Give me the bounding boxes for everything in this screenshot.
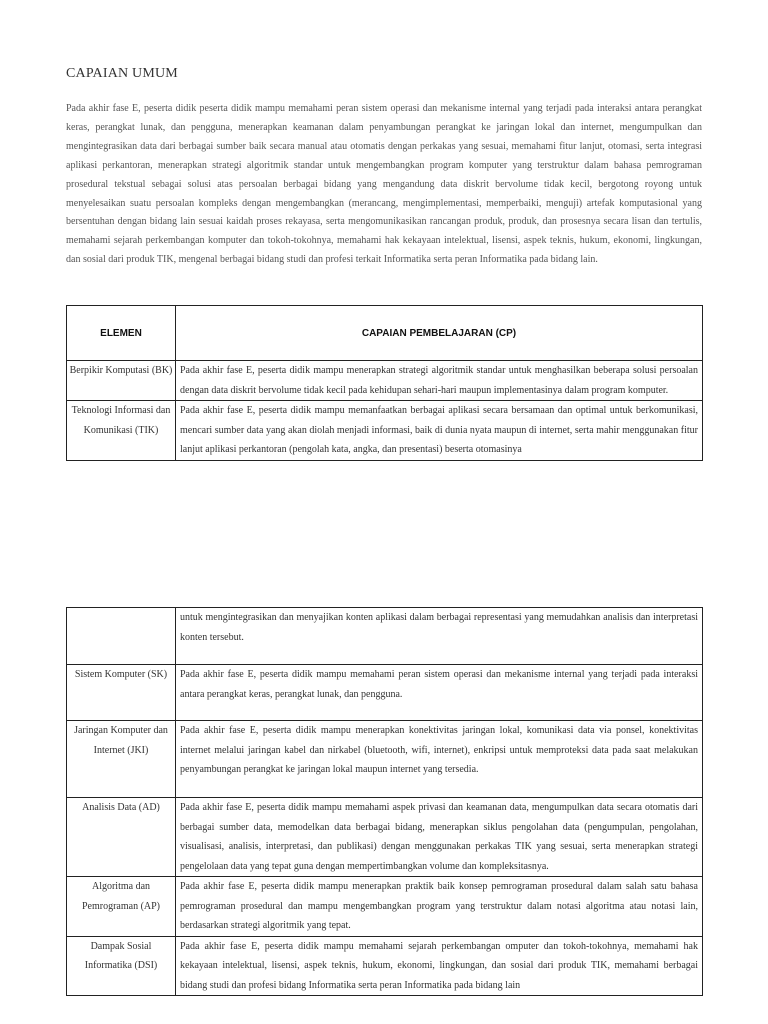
cp-table-page-2	[66, 607, 703, 996]
intro-paragraph: Pada akhir fase E, peserta didik peserta didik mampu memahami peran sistem operasi dan mekanisme internal yang terjadi pada interaksi antara perangkat keras, perangkat lunak, dan pengguna, menerapkan keamanan dalam penyambungan perangkat ke jaringan lokal dan internet, mengumpulkan dan mengintegrasikan data dari berbagai sumber baik secara manual atau otomatis dengan perkakas yang sesuai, memahami fitur lanjut, otomasi, serta integrasi aplikasi perkantoran, menerapkan strategi algoritmik standar untuk mengembangkan program komputer yang terstruktur dalam bahasa pemrograman prosedural tekstual sebagai solusi atas persoalan berbagai bidang yang mengandung data diskrit bervolume tidak kecil, bergotong royong untuk menyelesaikan suatu persoalan kompleks dengan mengembangkan (merancang, mengimplementasi, memperbaiki, menguji) artefak komputasional yang bersentuhan dengan bidang lain sesuai kaidah proses rekayasa, serta mengomunikasikan rancangan produk, produk, dan prosesnya secara lisan dan tertulis, memahami sejarah perkembangan komputer dan tokoh-tokohnya, memahami hak kekayaan intelektual, lisensi, aspek teknis, hukum, ekonomi, lingkungan, dan sosial dari produk TIK, mengenal berbagai bidang studi dan profesi terkait Informatika serta peran Informatika pada bidang lain.	[66, 103, 702, 266]
elemen-cell: Berpikir Komputasi (BK)	[67, 361, 176, 401]
cp-cell: Pada akhir fase E, peserta didik mampu menerapkan konektivitas jaringan lokal, komunikasi data via ponsel, konektivitas internet melalui jaringan kabel dan nirkabel (bluetooth, wifi, internet), enkripsi untuk memproteksi data pada saat melakukan penyambungan perangkat ke jaringan lokal maupun internet yang tersedia.	[176, 721, 703, 798]
elemen-cell-empty	[67, 608, 176, 665]
table-row	[67, 361, 703, 401]
table-row	[67, 798, 703, 877]
elemen-cell: Jaringan Komputer dan Internet (JKI)	[67, 721, 176, 798]
header-elemen: ELEMEN	[67, 306, 176, 361]
elemen-cell: Analisis Data (AD)	[67, 798, 176, 877]
table-row	[67, 877, 703, 937]
table-row	[67, 936, 703, 996]
cp-cell-continuation: untuk mengintegrasikan dan menyajikan konten aplikasi dalam berbagai representasi yang memudahkan analisis dan interpretasi konten tersebut.	[176, 608, 703, 665]
elemen-cell: Dampak Sosial Informatika (DSI)	[67, 936, 176, 996]
cp-cell: Pada akhir fase E, peserta didik mampu memahami sejarah perkembangan omputer dan tokoh-tokohnya, memahami hak kekayaan intelektual, lisensi, aspek teknis, hukum, ekonomi, lingkungan, dan sosial dari produk TIK, memahami berbagai bidang studi dan profesi bidang Informatika serta peran Informatika pada bidang lain	[176, 936, 703, 996]
cp-table-page-1	[66, 305, 703, 461]
section-heading: CAPAIAN UMUM	[66, 66, 178, 81]
cp-cell: Pada akhir fase E, peserta didik mampu memahami peran sistem operasi dan mekanisme internal yang terjadi pada interaksi antara perangkat keras, perangkat lunak, dan pengguna.	[176, 665, 703, 721]
header-capaian: CAPAIAN PEMBELAJARAN (CP)	[176, 306, 703, 361]
elemen-cell: Teknologi Informasi dan Komunikasi (TIK)	[67, 401, 176, 461]
table-row	[67, 665, 703, 721]
cp-cell: Pada akhir fase E, peserta didik mampu menerapkan strategi algoritmik standar untuk menghasilkan beberapa solusi persoalan dengan data diskrit bervolume tidak kecil pada kehidupan sehari-hari maupun implementasinya dalam program komputer.	[176, 361, 703, 401]
table-header-row	[67, 306, 703, 361]
elemen-cell: Algoritma dan Pemrograman (AP)	[67, 877, 176, 937]
table-row	[67, 721, 703, 798]
cp-cell: Pada akhir fase E, peserta didik mampu memanfaatkan berbagai aplikasi secara bersamaan dan optimal untuk berkomunikasi, mencari sumber data yang akan diolah menjadi informasi, baik di dunia nyata maupun di internet, serta mahir menggunakan fitur lanjut aplikasi perkantoran (pengolah kata, angka, dan presentasi) beserta otomasinya	[176, 401, 703, 461]
elemen-cell: Sistem Komputer (SK)	[67, 665, 176, 721]
table-row-continuation	[67, 608, 703, 665]
table-row	[67, 401, 703, 461]
cp-cell: Pada akhir fase E, peserta didik mampu menerapkan praktik baik konsep pemrograman prosedural dalam salah satu bahasa pemrograman prosedural dan mampu mengembangkan program yang terstruktur dalam notasi algoritma atau notasi lain, berdasarkan strategi algoritmik yang tepat.	[176, 877, 703, 937]
cp-cell: Pada akhir fase E, peserta didik mampu memahami aspek privasi dan keamanan data, mengumpulkan data secara otomatis dari berbagai sumber data, memodelkan data berbagai bidang, menerapkan siklus pengolahan data (pengumpulan, pengolahan, visualisasi, analisis, interpretasi, dan publikasi) dengan menggunakan perkakas TIK yang sesuai, serta menerapkan strategi pengelolaan data yang tepat guna dengan mempertimbangkan volume dan kompleksitasnya.	[176, 798, 703, 877]
